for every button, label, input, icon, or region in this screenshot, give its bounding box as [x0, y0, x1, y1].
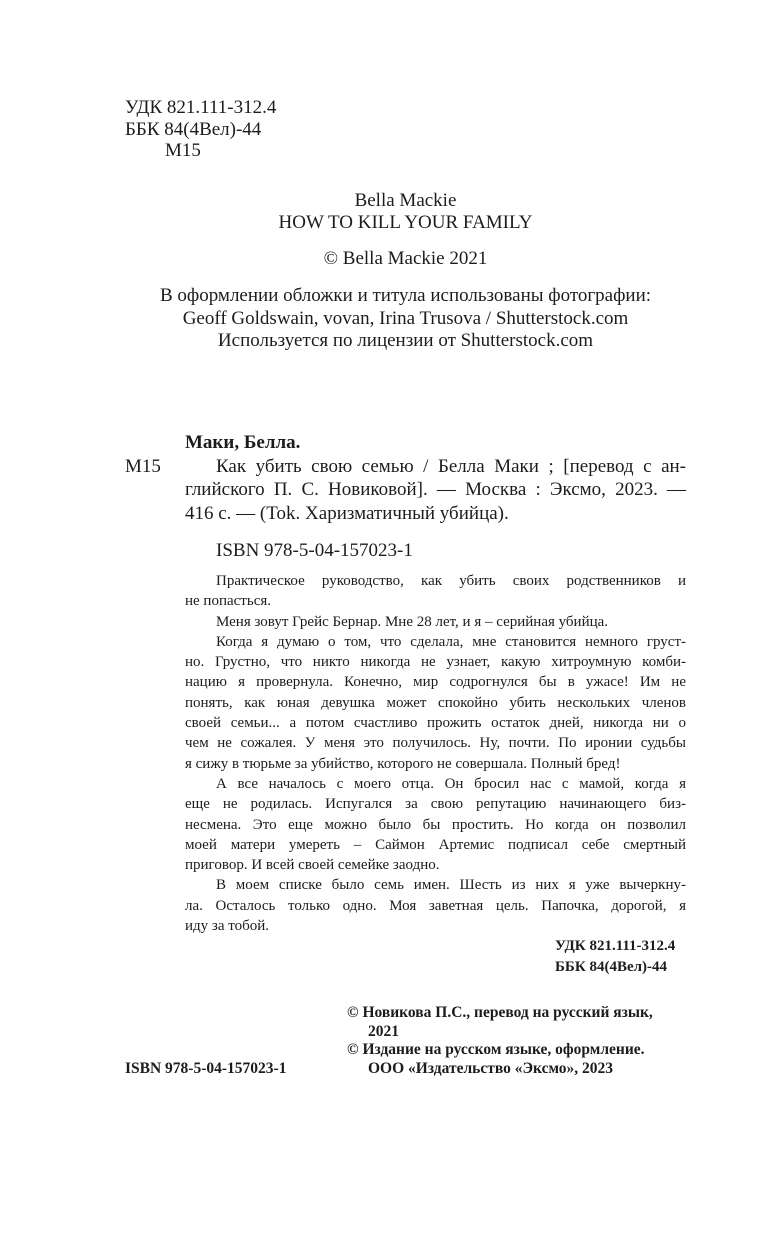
catalog-description-line: глийского П. С. Новиковой]. — Москва : Эксмо, 2023. —	[185, 479, 686, 501]
copyright-publisher: ООО «Издательство «Эксмо», 2023	[368, 1060, 614, 1078]
bbk-code: ББК 84(4Вел)-44	[125, 118, 262, 140]
catalog-isbn: ISBN 978-5-04-157023-1	[216, 540, 413, 561]
annotation	[185, 571, 686, 936]
original-author: Bella Mackie	[354, 190, 457, 211]
copyright-translation-year: 2021	[368, 1022, 399, 1040]
annotation-line: А все началось с моего отца. Он бросил нас с мамой, когда я	[216, 775, 686, 792]
catalog-record	[185, 431, 686, 526]
catalog-description-line: Как убить свою семью / Белла Маки ; [перевод с ан-	[216, 455, 686, 477]
catalog-author-sign: М15	[125, 455, 161, 477]
photo-credits	[125, 285, 686, 353]
copyright-notices	[347, 1004, 653, 1079]
copyright-translation: © Новикова П.С., перевод на русский язык,	[347, 1004, 653, 1021]
annotation-line: чем не сожалея. У меня это получилось. Ну, почти. По иронии судьбы	[185, 735, 686, 752]
catalog-description-line: 416 с. — (Tok. Харизматичный убийца).	[185, 503, 509, 525]
annotation-line: нацию я провернула. Конечно, мир содрогнулся бы в ужасе! Им не	[185, 674, 686, 691]
isbn-bottom: ISBN 978-5-04-157023-1	[125, 1060, 287, 1078]
annotation-line: я сижу в тюрьме за убийство, которого не совершала. Полный бред!	[185, 755, 621, 772]
index-udk: УДК 821.111-312.4	[555, 938, 676, 954]
annotation-line: ла. Осталось только одно. Моя заветная цель. Папочка, дорогой, я	[185, 897, 686, 914]
annotation-line: приговор. И всей своей семейке заодно.	[185, 857, 440, 874]
classification-block	[125, 97, 276, 162]
original-copyright-block	[125, 248, 686, 270]
annotation-line: понять, как юная девушка может спокойно убить нескольких членов	[185, 694, 686, 711]
annotation-line: Когда я думаю о том, что сделала, мне становится немного груст-	[216, 633, 686, 650]
annotation-index	[555, 936, 675, 978]
original-title: HOW TO KILL YOUR FAMILY	[278, 212, 533, 233]
annotation-line: еще не родилась. Испугался за свою репутацию начинающего биз-	[185, 796, 686, 813]
annotation-line: моей матери умереть – Саймон Артемис подписал себе смертный	[185, 836, 686, 853]
annotation-line: Практическое руководство, как убить своих родственников и	[216, 573, 686, 589]
annotation-line: Меня зовут Грейс Бернар. Мне 28 лет, и я – серийная убийца.	[216, 613, 609, 630]
catalog-heading: Маки, Белла.	[185, 432, 301, 453]
index-bbk: ББК 84(4Вел)-44	[555, 959, 668, 975]
photo-credit-line: Используется по лицензии от Shutterstock.com	[217, 330, 594, 351]
annotation-line: своей семьи... а потом счастливо прожить остаток дней, никогда ни о	[185, 715, 686, 732]
copyright-edition: © Издание на русском языке, оформление.	[347, 1041, 645, 1059]
annotation-line: но. Грустно, что никто никогда не узнает, какую хитроумную комби-	[185, 654, 686, 671]
author-sign: М15	[165, 140, 201, 161]
annotation-line: несмена. Это еще можно было бы простить. Но когда он позволил	[185, 816, 686, 833]
photo-credit-line: Geoff Goldswain, vovan, Irina Trusova / Shutterstock.com	[182, 307, 629, 329]
annotation-line: В моем списке было семь имен. Шесть из них я уже вычеркну-	[216, 877, 686, 894]
annotation-line: иду за тобой.	[185, 918, 270, 935]
udk-code: УДК 821.111-312.4	[125, 97, 277, 118]
original-copyright: © Bella Mackie 2021	[323, 248, 488, 269]
photo-credit-line: В оформлении обложки и титула использованы фотографии:	[159, 285, 652, 306]
annotation-line: не попасться.	[185, 593, 272, 610]
original-edition-block	[125, 190, 686, 234]
